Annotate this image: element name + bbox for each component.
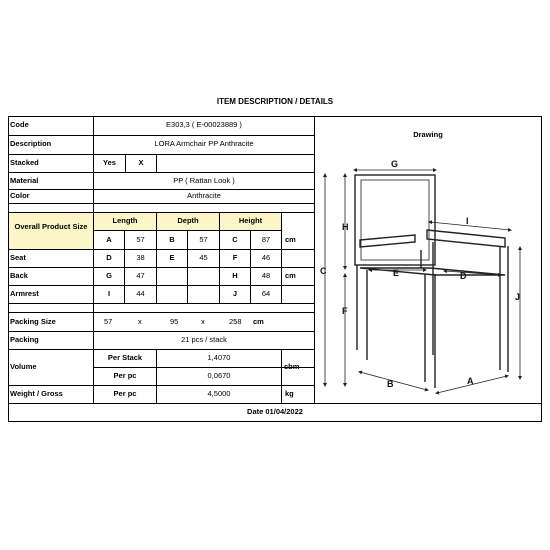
packing-size-width: 95: [170, 317, 179, 326]
drawing-label: Drawing: [413, 130, 443, 139]
stacked-mark: X: [138, 158, 144, 167]
length-header: Length: [112, 216, 138, 225]
overall-unit: cm: [285, 235, 296, 244]
value-d: 38: [136, 253, 145, 262]
weight-value: 4,5000: [207, 389, 231, 398]
label-j: J: [515, 292, 521, 302]
description-value: LORA Armchair PP Anthracite: [154, 139, 254, 148]
color-label: Color: [10, 191, 30, 200]
packing-size-x2: x: [201, 317, 205, 326]
height-header: Height: [238, 216, 263, 225]
label-f: F: [342, 306, 348, 316]
value-j: 64: [261, 289, 271, 298]
weight-label: Weight / Gross: [10, 389, 63, 398]
weight-unit: kg: [285, 389, 294, 398]
volume-label: Volume: [10, 362, 37, 371]
back-label: Back: [10, 271, 28, 280]
label-d: D: [460, 271, 467, 281]
per-pc-volume-value: 0,0670: [207, 371, 231, 380]
value-i: 44: [136, 289, 145, 298]
per-stack-label: Per Stack: [107, 353, 143, 362]
per-pc-volume-label: Per pc: [113, 371, 137, 380]
letter-f: F: [232, 253, 238, 262]
color-value: Anthracite: [187, 191, 221, 200]
depth-header: Depth: [177, 216, 199, 225]
letter-h: H: [232, 271, 238, 280]
letter-j: J: [232, 289, 238, 298]
packing-label: Packing: [10, 335, 39, 344]
letter-d: D: [106, 253, 112, 262]
seat-label: Seat: [10, 253, 26, 262]
value-f: 46: [261, 253, 271, 262]
label-a: A: [467, 376, 474, 386]
letter-e: E: [169, 253, 175, 262]
volume-unit: cbm: [284, 362, 300, 371]
value-b: 57: [199, 235, 208, 244]
chair-drawing: [315, 150, 541, 402]
letter-c: C: [232, 235, 238, 244]
label-b: B: [387, 379, 394, 389]
per-pc-weight-label: Per pc: [113, 389, 137, 398]
label-e: E: [393, 268, 400, 278]
letter-g: G: [106, 271, 112, 280]
letter-b: B: [169, 235, 175, 244]
date-label: Date 01/04/2022: [247, 407, 303, 416]
value-a: 57: [136, 235, 145, 244]
packing-size-unit: cm: [253, 317, 264, 326]
description-label: Description: [10, 139, 52, 148]
stacked-label: Stacked: [10, 158, 39, 167]
value-g: 47: [136, 271, 145, 280]
value-h: 48: [261, 271, 271, 280]
value-e: 45: [199, 253, 208, 262]
label-c: C: [320, 266, 327, 276]
value-c: 87: [261, 235, 271, 244]
packing-size-height: 258: [229, 317, 242, 326]
code-value: E303,3 ( E-00023889 ): [166, 120, 242, 129]
letter-a: A: [106, 235, 112, 244]
letter-i: I: [107, 289, 111, 298]
packing-value: 21 pcs / stack: [181, 335, 227, 344]
material-value: PP ( Rattan Look ): [173, 176, 235, 185]
back-unit: cm: [285, 271, 296, 280]
packing-size-label: Packing Size: [10, 317, 56, 326]
armrest-label: Armrest: [10, 289, 39, 298]
code-label: Code: [10, 120, 29, 129]
overall-size-label: Overall Product Size: [14, 222, 88, 231]
label-h: H: [342, 222, 349, 232]
label-g: G: [391, 159, 399, 169]
label-i: I: [466, 216, 469, 226]
packing-size-length: 57: [104, 317, 113, 326]
per-stack-value: 1,4070: [207, 353, 231, 362]
material-label: Material: [10, 176, 39, 185]
page-title: ITEM DESCRIPTION / DETAILS: [216, 97, 334, 106]
packing-size-x1: x: [138, 317, 142, 326]
stacked-yes: Yes: [103, 158, 116, 167]
